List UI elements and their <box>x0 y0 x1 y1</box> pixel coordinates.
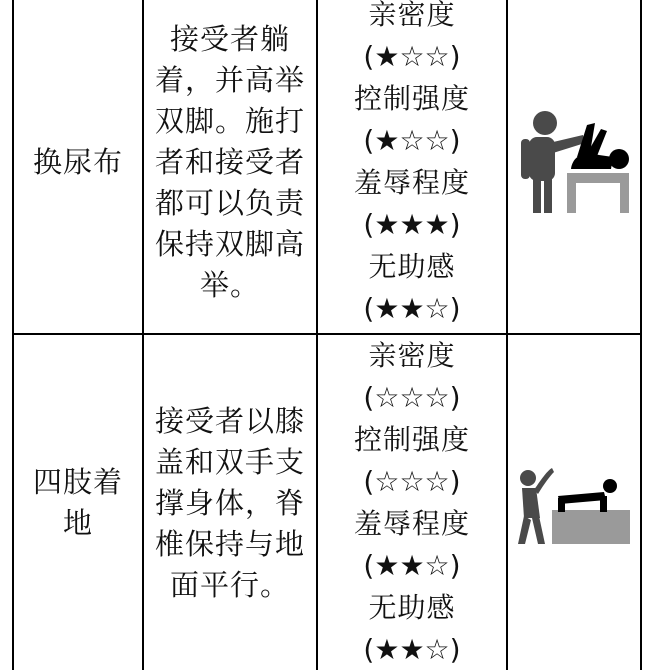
rating-stars: (☆☆☆) <box>363 381 461 414</box>
diaper-position-figure-icon <box>515 107 633 217</box>
row-2-name: 四肢着地 <box>32 465 123 540</box>
rating-stars: (★☆☆) <box>363 40 461 73</box>
all-fours-position-figure-icon <box>514 460 634 546</box>
row-1-name: 换尿布 <box>32 144 123 179</box>
rating-stars: (★★☆) <box>363 549 461 582</box>
rating-label: 亲密度 <box>368 0 456 31</box>
rating-label: 羞辱程度 <box>353 507 470 540</box>
rating-stars: (☆☆☆) <box>363 465 461 498</box>
row-1-description-cell <box>144 0 316 334</box>
table-border-right <box>640 0 642 670</box>
rating-label: 无助感 <box>368 250 456 283</box>
rating-stars: (★★★) <box>363 208 461 241</box>
row-2-description-cell <box>144 336 316 670</box>
rating-label: 羞辱程度 <box>353 166 470 199</box>
rating-stars: (★★☆) <box>363 292 461 325</box>
rating-stars: (★★☆) <box>363 633 461 666</box>
row-2-name-cell <box>14 336 142 670</box>
row-2-ratings <box>318 336 506 670</box>
row-2-description: 接受者以膝盖和双手支撑身体，脊椎保持与地面平行。 <box>154 403 305 602</box>
rating-label: 亲密度 <box>368 339 456 372</box>
row-1-ratings <box>318 0 506 334</box>
rating-stars: (★☆☆) <box>363 124 461 157</box>
row-1-description: 接受者躺着，并高举双脚。施打者和接受者都可以负责保持双脚高举。 <box>154 21 305 302</box>
rating-label: 控制强度 <box>353 423 470 456</box>
rating-label: 无助感 <box>368 591 456 624</box>
rating-label: 控制强度 <box>353 82 470 115</box>
